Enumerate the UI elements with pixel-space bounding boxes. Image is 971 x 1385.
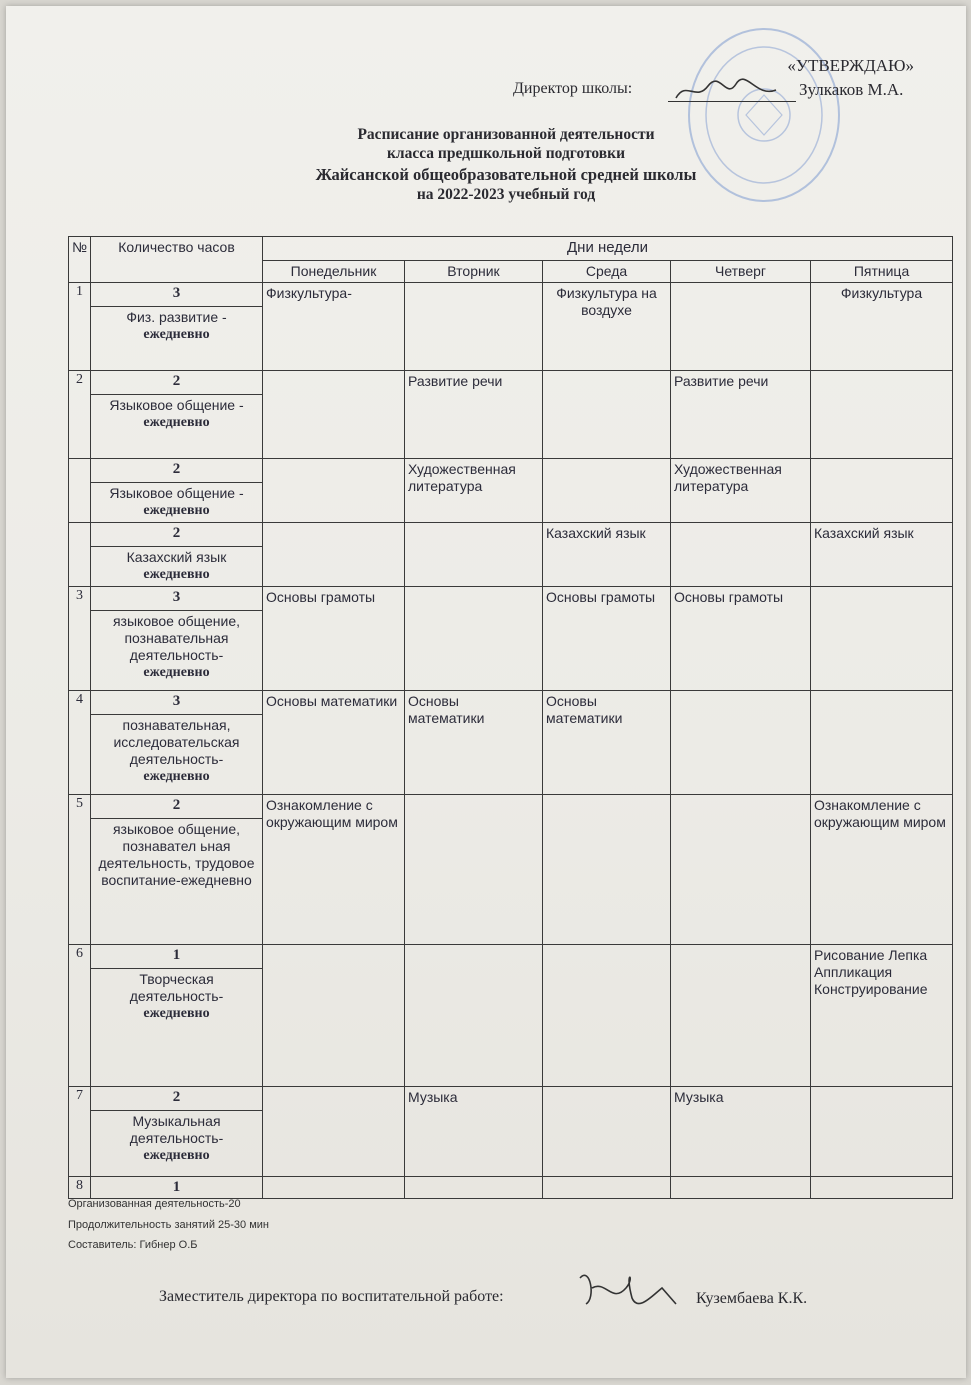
day-header-monday: Понедельник (263, 261, 405, 283)
hours-cell (91, 587, 263, 691)
row-number-cell: 3 (69, 587, 91, 691)
subject-frequency: ежедневно (143, 327, 210, 342)
deputy-name: Кузембаева К.К. (696, 1290, 808, 1307)
footer-compiler: Составитель: Гибнер О.Б (68, 1239, 198, 1251)
lesson-cell-wed (543, 795, 671, 945)
day-header-wednesday: Среда (543, 261, 671, 283)
footer-duration: Продолжительность занятий 25-30 мин (68, 1219, 269, 1231)
row-number-cell (69, 523, 91, 587)
lesson-cell-tue (405, 1177, 543, 1199)
table-row (69, 945, 953, 1087)
lesson-cell-tue (405, 945, 543, 1087)
lesson-cell-mon: Физкультура- (263, 283, 405, 371)
subject-area (91, 482, 262, 519)
lesson-cell-tue: Развитие речи (405, 371, 543, 459)
subject-frequency: ежедневно (143, 503, 210, 518)
hours-cell (91, 371, 263, 459)
hours-cell (91, 1177, 263, 1199)
subject-area (91, 1110, 262, 1164)
table-row (69, 459, 953, 523)
lesson-cell-mon (263, 1087, 405, 1177)
deputy-label: Заместитель директора по воспитательной работе: (159, 1288, 504, 1305)
lesson-cell-mon (263, 523, 405, 587)
hours-count: 3 (172, 693, 181, 709)
subject-label: Языковое общение - (109, 397, 244, 413)
lesson-cell-thu (671, 795, 811, 945)
lesson-cell-fri (811, 587, 953, 691)
footer-total: Организованная деятельность-20 (68, 1198, 241, 1210)
hours-count: 1 (172, 1179, 181, 1195)
lesson-cell-fri: Физкультура (811, 283, 953, 371)
subject-label: языковое общение, познавательная деятельность- (112, 613, 241, 663)
schedule-body (69, 283, 953, 1199)
column-header-hours: Количество часов (91, 237, 263, 283)
table-header-row (69, 237, 953, 261)
day-header-tuesday: Вторник (405, 261, 543, 283)
row-number-cell: 1 (69, 283, 91, 371)
subject-frequency: ежедневно (143, 1148, 210, 1163)
subject-label: Физ. развитие - (126, 309, 227, 325)
subject-area (91, 546, 262, 583)
hours-cell (91, 1087, 263, 1177)
lesson-cell-fri: Ознакомление с окружающим миром (811, 795, 953, 945)
day-header-friday: Пятница (811, 261, 953, 283)
subject-frequency: ежедневно (143, 1006, 210, 1021)
hours-count: 3 (172, 285, 181, 301)
table-row (69, 283, 953, 371)
row-number-cell: 7 (69, 1087, 91, 1177)
hours-cell (91, 459, 263, 523)
document-page (6, 6, 966, 1378)
hours-cell (91, 283, 263, 371)
lesson-cell-thu: Музыка (671, 1087, 811, 1177)
subject-area (91, 394, 262, 431)
subject-frequency: ежедневно (143, 665, 210, 680)
hours-cell (91, 795, 263, 945)
lesson-cell-tue: Художественная литература (405, 459, 543, 523)
lesson-cell-wed (543, 371, 671, 459)
lesson-cell-wed: Основы грамоты (543, 587, 671, 691)
hours-count: 2 (172, 461, 181, 477)
lesson-cell-thu (671, 523, 811, 587)
lesson-cell-tue: Музыка (405, 1087, 543, 1177)
lesson-cell-fri (811, 1087, 953, 1177)
subject-area (91, 714, 262, 785)
subject-area (91, 818, 262, 889)
subject-label: познавательная, исследовательская деятельность- (113, 717, 240, 767)
day-header-thursday: Четверг (671, 261, 811, 283)
hours-count: 2 (172, 525, 181, 541)
title-line-2: класса предшкольной подготовки (386, 145, 626, 162)
row-number-cell: 5 (69, 795, 91, 945)
column-header-days: Дни недели (263, 237, 953, 261)
hours-cell (91, 523, 263, 587)
lesson-cell-tue: Основы математики (405, 691, 543, 795)
row-number-cell: 2 (69, 371, 91, 459)
schedule-table (68, 236, 953, 1199)
lesson-cell-thu (671, 945, 811, 1087)
lesson-cell-mon: Ознакомление с окружающим миром (263, 795, 405, 945)
subject-label: Казахский язык (126, 549, 227, 565)
subject-label: Музыкальная деятельность- (129, 1113, 224, 1146)
deputy-signature (566, 1258, 686, 1318)
lesson-cell-mon (263, 459, 405, 523)
director-name: Зулкаков М.А. (799, 80, 904, 99)
lesson-cell-mon (263, 945, 405, 1087)
lesson-cell-wed: Физкультура на воздухе (543, 283, 671, 371)
subject-label: языковое общение, познавател ьная деятельность, трудовое воспитание-ежедневно (98, 821, 255, 888)
lesson-cell-wed (543, 1087, 671, 1177)
director-signature (666, 72, 786, 108)
title-line-3: Жайсанской общеобразовательной средней школы (315, 165, 697, 184)
row-number-cell: 4 (69, 691, 91, 795)
page-title: Расписание организованной деятельности (357, 126, 655, 143)
lesson-cell-thu: Развитие речи (671, 371, 811, 459)
lesson-cell-mon: Основы грамоты (263, 587, 405, 691)
lesson-cell-wed (543, 1177, 671, 1199)
lesson-cell-mon: Основы математики (263, 691, 405, 795)
lesson-cell-wed: Казахский язык (543, 523, 671, 587)
lesson-cell-tue (405, 587, 543, 691)
lesson-cell-thu (671, 691, 811, 795)
table-row (69, 523, 953, 587)
row-number-cell: 8 (69, 1177, 91, 1199)
subject-label: Языковое общение - (109, 485, 244, 501)
lesson-cell-tue (405, 523, 543, 587)
lesson-cell-fri (811, 691, 953, 795)
lesson-cell-fri: Казахский язык (811, 523, 953, 587)
lesson-cell-fri: Рисование Лепка Аппликация Конструирование (811, 945, 953, 1087)
row-number-cell: 6 (69, 945, 91, 1087)
table-row (69, 371, 953, 459)
lesson-cell-fri (811, 371, 953, 459)
hours-count: 1 (172, 947, 181, 963)
lesson-cell-wed (543, 945, 671, 1087)
hours-count: 2 (172, 797, 181, 813)
table-row (69, 587, 953, 691)
lesson-cell-mon (263, 371, 405, 459)
lesson-cell-wed: Основы математики (543, 691, 671, 795)
lesson-cell-wed (543, 459, 671, 523)
approve-stamp-text: «УТВЕРЖДАЮ» (787, 56, 914, 75)
table-row (69, 1087, 953, 1177)
subject-frequency: ежедневно (143, 415, 210, 430)
lesson-cell-tue (405, 283, 543, 371)
subject-frequency: ежедневно (143, 769, 210, 784)
lesson-cell-thu (671, 283, 811, 371)
lesson-cell-thu: Основы грамоты (671, 587, 811, 691)
lesson-cell-thu: Художественная литература (671, 459, 811, 523)
lesson-cell-tue (405, 795, 543, 945)
lesson-cell-fri (811, 1177, 953, 1199)
lesson-cell-thu (671, 1177, 811, 1199)
subject-label: Творческая деятельность- (129, 971, 224, 1004)
subject-frequency: ежедневно (143, 567, 210, 582)
hours-cell (91, 945, 263, 1087)
subject-area (91, 610, 262, 681)
column-header-number: № (69, 237, 91, 283)
hours-cell (91, 691, 263, 795)
subject-area (91, 968, 262, 1022)
lesson-cell-fri (811, 459, 953, 523)
row-number-cell (69, 459, 91, 523)
hours-count: 3 (172, 589, 181, 605)
hours-count: 2 (172, 373, 181, 389)
lesson-cell-mon (263, 1177, 405, 1199)
hours-count: 2 (172, 1089, 181, 1105)
subject-area (91, 306, 262, 343)
director-label: Директор школы: (513, 80, 633, 97)
table-row (69, 1177, 953, 1199)
table-row (69, 795, 953, 945)
table-row (69, 691, 953, 795)
title-line-4: на 2022-2023 учебный год (416, 186, 596, 203)
